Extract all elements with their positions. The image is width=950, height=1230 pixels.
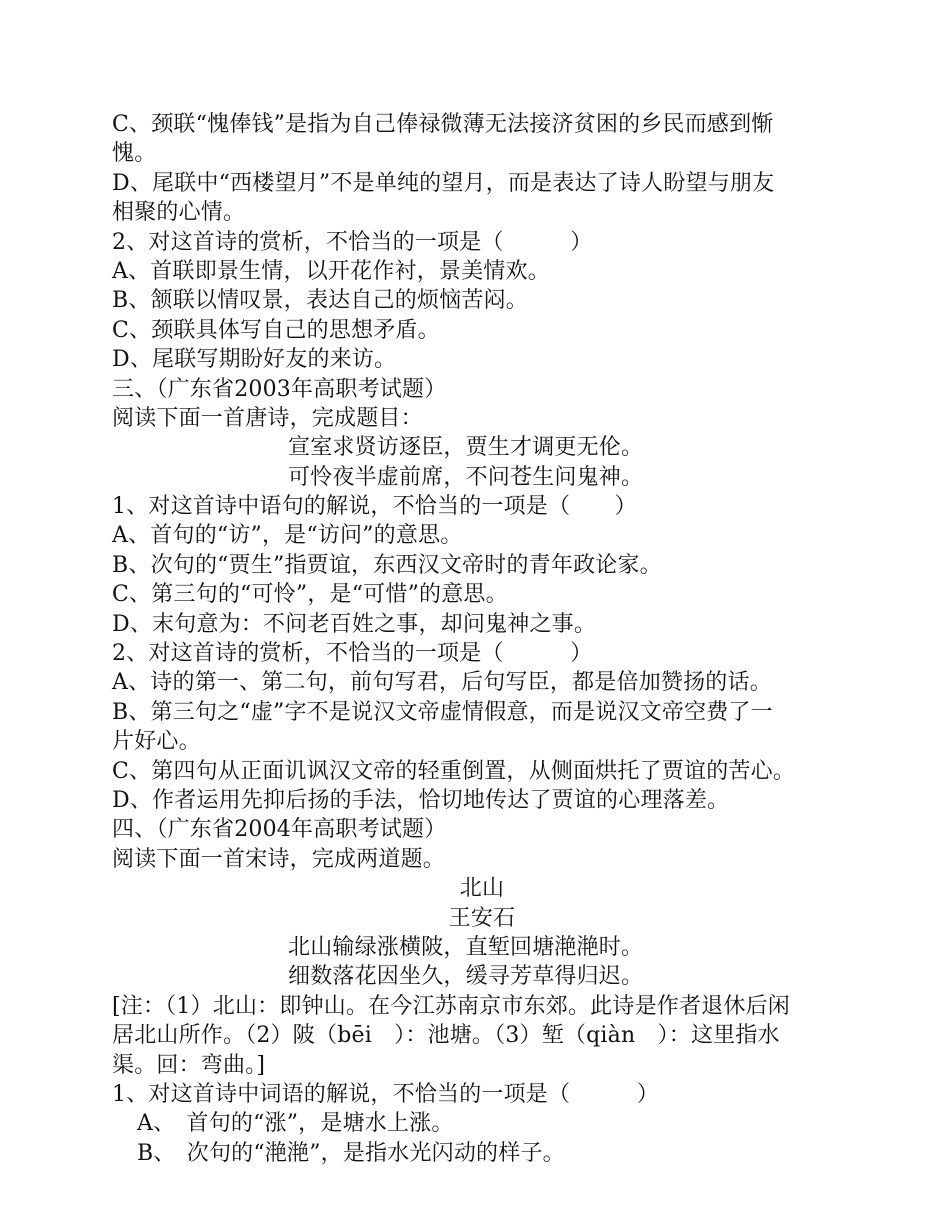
option-a: A、诗的第一、第二句，前句写君，后句写臣，都是倍加赞扬的话。 (112, 670, 772, 696)
option-d-line: D、尾联中“西楼望月”不是单纯的望月，而是表达了诗人盼望与朋友 (112, 170, 775, 196)
option-b-continuation: 片好心。 (112, 729, 201, 755)
option-c-continuation: 愧。 (112, 141, 157, 167)
option-c-line: C、颈联“愧俸钱”是指为自己俸禄微薄无法接济贫困的乡民而感到惭 (112, 112, 774, 137)
poem-line-2: 细数落花因坐久，缓寻芳草得归迟。 (288, 964, 644, 990)
option-b: B、次句的“贾生”指贾谊，东西汉文帝时的青年政论家。 (112, 552, 662, 578)
annotation-line-2: 居北山所作。（2）陂（bēi ）：池塘。（3）堑（qiàn ）：这里指水 (112, 1023, 780, 1049)
question-2-prompt: 2、对这首诗的赏析，不恰当的一项是（ ） (112, 641, 593, 667)
poem-line-2: 可怜夜半虚前席，不问苍生问鬼神。 (288, 464, 644, 490)
question-1-prompt: 1、对这首诗中语句的解说，不恰当的一项是（ ） (112, 494, 637, 520)
option-c: C、第四句从正面讥讽汉文帝的轻重倒置，从侧面烘托了贾谊的苦心。 (112, 758, 796, 784)
option-d: D、末句意为：不问老百姓之事，却问鬼神之事。 (112, 611, 597, 637)
option-b: B、 次句的“滟滟”，是指水光闪动的样子。 (137, 1140, 565, 1166)
annotation-line-3: 渠。回：弯曲。] (112, 1052, 266, 1078)
section-4-instruction: 阅读下面一首宋诗，完成两道题。 (112, 846, 446, 872)
question-1-prompt: 1、对这首诗中词语的解说，不恰当的一项是（ ） (112, 1081, 659, 1107)
poem-line-1: 宣室求贤访逐臣，贾生才调更无伦。 (288, 435, 644, 461)
option-d: D、尾联写期盼好友的来访。 (112, 347, 397, 373)
question-2-prompt: 2、对这首诗的赏析，不恰当的一项是（ ） (112, 229, 593, 255)
section-3-heading: 三、（广东省2003年高职考试题） (112, 376, 447, 402)
poem-author: 王安石 (448, 905, 516, 931)
option-d: D、作者运用先抑后扬的手法，恰切地传达了贾谊的心理落差。 (112, 787, 730, 813)
option-a: A、首联即景生情，以开花作衬，景美情欢。 (112, 258, 550, 284)
poem-line-1: 北山输绿涨横陂，直堑回塘滟滟时。 (288, 934, 644, 960)
section-4-heading: 四、（广东省2004年高职考试题） (112, 817, 447, 843)
annotation-line-1: [注：（1）北山：即钟山。在今江苏南京市东郊。此诗是作者退休后闲 (112, 993, 790, 1019)
section-3-instruction: 阅读下面一首唐诗，完成题目： (112, 405, 423, 431)
option-c: C、颈联具体写自己的思想矛盾。 (112, 317, 440, 343)
option-b: B、颔联以情叹景，表达自己的烦恼苦闷。 (112, 288, 528, 314)
option-a: A、首句的“访”，是“访问”的意思。 (112, 523, 463, 549)
document-body (112, 110, 852, 1168)
option-c: C、第三句的“可怜”，是“可惜”的意思。 (112, 582, 508, 608)
poem-title: 北山 (459, 876, 505, 902)
option-d-continuation: 相聚的心情。 (112, 200, 246, 226)
option-a: A、 首句的“涨”，是塘水上涨。 (137, 1111, 454, 1137)
option-b: B、第三句之“虚”字不是说汉文帝虚情假意，而是说汉文帝空费了一 (112, 699, 773, 725)
